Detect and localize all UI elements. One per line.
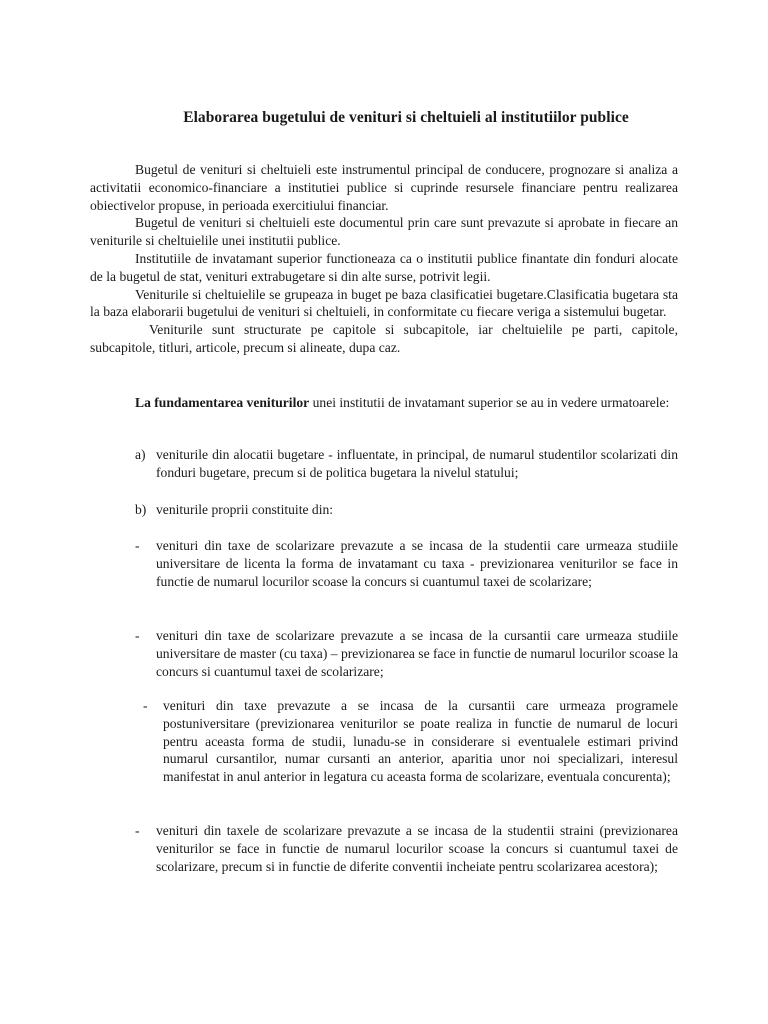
document-title: Elaborarea bugetului de venituri si cheltuieli al institutiilor publice: [183, 109, 629, 126]
fundamentation-rest: unei institutii de invatamant superior se au in vedere urmatoarele:: [309, 395, 670, 410]
list-item-text: veniturile din alocatii bugetare - influentate, in principal, de numarul studentilor scolarizati din fonduri bugetare, precum si de politica bugetara la nivelul statului;: [156, 447, 678, 480]
list-marker: -: [143, 698, 148, 713]
paragraph-higher-education-institutions: Institutiile de invatamant superior functioneaza ca o institutii publice finantate din fonduri alocate de la bugetul de stat, venituri extrabugetare si din alte surse, potrivit legii.: [90, 250, 678, 284]
list-marker: -: [135, 823, 140, 838]
fundamentation-bold-lead: La fundamentarea veniturilor: [135, 395, 310, 410]
list-item-text: venituri din taxele de scolarizare prevazute a se incasa de la studentii straini (previzionarea veniturilor se face in functie de numarul locurilor scoase la concurs si cuantumul taxei de scolarizare, precum si in functie de diferite conventii incheiate pentru scolarizarea acestora);: [156, 823, 678, 874]
list-marker: b): [135, 502, 147, 517]
paragraph-budget-instrument: Bugetul de venituri si cheltuieli este instrumentul principal de conducere, prognozare si analiza a activitatii economico-financiare a institutiei publice si cuprinde resursele financiare pentru realizarea obiectivelor propuse, in perioada exercitiului financiar.: [90, 162, 678, 213]
paragraph-budget-classification: Veniturile si cheltuielile se grupeaza in buget pe baza clasificatiei bugetare.Clasificatia bugetara sta la baza elaborarii bugetului de venituri si cheltuieli, in conformitate cu fiecare veriga a sistemului bugetar.: [90, 286, 678, 320]
fundamentation-section: [90, 394, 678, 412]
paragraph-revenue-structure: Veniturile sunt structurate pe capitole si subcapitole, iar cheltuielile pe parti, capitole, subcapitole, titluri, articole, precum si alineate, dupa caz.: [90, 322, 678, 355]
paragraph-budget-document: Bugetul de venituri si cheltuieli este documentul prin care sunt prevazute si aprobate in fiecare an veniturile si cheltuielile unei institutii publice.: [90, 215, 678, 249]
intro-section: [90, 161, 678, 357]
list-item-text: venituri din taxe de scolarizare prevazute a se incasa de la cursantii care urmeaza studiile universitare de master (cu taxa) – previzionarea se face in functie de numarul locurilor scoase la concurs si cuantumul taxei de scolarizare;: [156, 628, 678, 679]
list-marker: -: [135, 538, 140, 553]
list-item-text: venituri din taxe de scolarizare prevazute a se incasa de la studentii care urmeaza studiile universitare de licenta la forma de invatamant cu taxa - previzionarea veniturilor se face in functie de numarul locurilor scoase la concurs si cuantumul taxei de scolarizare;: [156, 538, 678, 589]
list-marker: -: [135, 628, 140, 643]
paragraph-fundamentation: [90, 394, 678, 412]
list-item-text: veniturile proprii constituite din:: [156, 502, 334, 517]
list-marker: a): [135, 447, 146, 462]
list-item-text: venituri din taxe prevazute a se incasa de la cursantii care urmeaza programele postuniversitare (previzionarea veniturilor se poate realiza in functie de numarul de locuri pentru aceasta forma de studii, lunadu-se in considerare si eventualele estimari privind numarul cursantilor, numar cursanti an anterior, aparitia unor noi specializari, interesul manifestat in anul anterior in legatura cu aceasta forma de scolarizare, eventuala concurenta);: [163, 698, 678, 785]
